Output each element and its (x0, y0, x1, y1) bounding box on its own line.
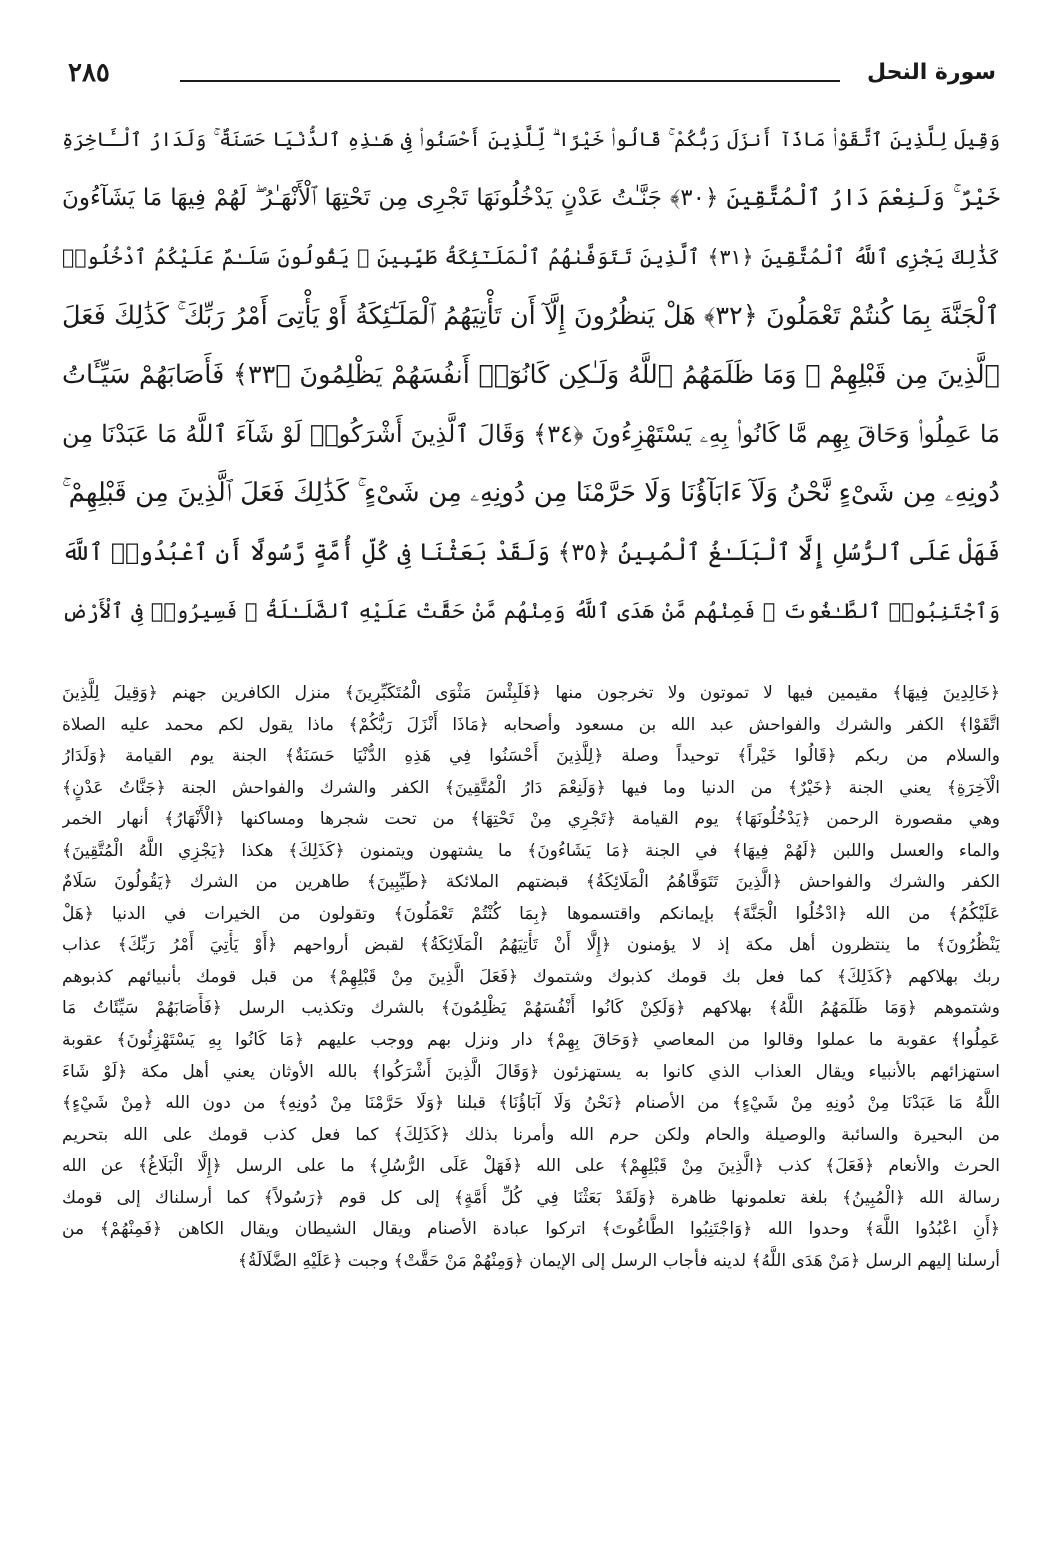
tafsir-line: يَنْظُرُونَ﴾ ما ينتظرون أهل مكة إذ لا يؤمنون ﴿إِلَّا أَنْ تَأْتِيَهُمُ الْمَلَائِكَةُ﴾ لقبض أرواحهم ﴿أَوْ يَأْتِيَ أَمْرُ رَبِّكَ﴾ عذاب (62, 935, 1000, 956)
quran-line: خَيْرٌ ۚ وَلَنِعْمَ دَارُ ٱلْمُتَّقِينَ ﴿٣٠﴾ جَنَّـٰتُ عَدْنٍ يَدْخُلُونَهَا تَجْرِى مِن تَحْتِهَا ٱلْأَنْهَـٰرُ ۖ لَهُمْ فِيهَا مَا يَشَآءُونَ (62, 185, 1000, 211)
quran-line: دُونِهِۦ مِن شَىْءٍ نَّحْنُ وَلَآ ءَابَآؤُنَا وَلَا حَرَّمْنَا مِن دُونِهِۦ مِن شَىْءٍ ۚ كَذَٰلِكَ فَعَلَ ٱلَّذِينَ مِن قَبْلِهِمْ ۚ (62, 478, 1000, 508)
tafsir-line: والسلام من ربكم ﴿قَالُوا خَيْراً﴾ توحيداً وصلة ﴿لِلَّذِينَ أَحْسَنُوا فِي هَذِهِ الدُّنْيَا حَسَنَةٌ﴾ الجنة يوم القيامة ﴿وَلَدَارُ (62, 746, 1000, 767)
quran-line: وَٱجْتَنِبُوا۟ ٱلطَّـٰغُوتَ ۖ فَمِنْهُم مَّنْ هَدَى ٱللَّهُ وَمِنْهُم مَّنْ حَقَّتْ عَلَيْهِ ٱلضَّلَـٰلَةُ ۚ فَسِيرُوا۟ فِى ٱلْأَرْضِ (62, 599, 1000, 623)
quran-line: فَهَلْ عَلَى ٱلرُّسُلِ إِلَّا ٱلْبَلَـٰغُ ٱلْمُبِينُ ﴿٣٥﴾ وَلَقَدْ بَعَثْنَا فِى كُلِّ أُمَّةٍ رَّسُولًا أَنِ ٱعْبُدُوا۟ ٱللَّهَ (62, 538, 1000, 566)
tafsir-line: عَمِلُوا﴾ عقوبة ما عملوا وقالوا من المعاصي ﴿وَحَاقَ بِهِمْ﴾ دار ونزل بهم ووجب عليهم ﴿مَا كَانُوا بِهِ يَسْتَهْزِئُونَ﴾ عقوبة (62, 1030, 1000, 1051)
tafsir-line: والماء والعسل واللبن ﴿لَهُمْ فِيهَا﴾ في الجنة ﴿مَا يَشَاءُونَ﴾ ما يشتهون ويتمنون ﴿كَذَلِكَ﴾ هكذا ﴿يَجْزِي اللَّهُ الْمُتَّقِينَ﴾ (62, 840, 1000, 861)
tafsir-line: ربك بهلاكهم ﴿كَذَلِكَ﴾ كما فعل بك قومك كذبوك وشتموك ﴿فَعَلَ الَّذِينَ مِنْ قَبْلِهِمْ﴾ من قبل قومك بأنبيائهم كذبوهم (62, 966, 1000, 987)
tafsir-line: رسالة الله ﴿الْمُبِينُ﴾ بلغة تعلمونها ظاهرة ﴿وَلَقَدْ بَعَثْنَا فِي كُلِّ أُمَّةٍ﴾ إلى كل قوم ﴿رَسُولاً﴾ كما أرسلناك إلى قومك (62, 1187, 1000, 1208)
tafsir-line: الحرث والأنعام ﴿فَعَلَ﴾ كذب ﴿الَّذِينَ مِنْ قَبْلِهِمْ﴾ على الله ﴿فَهَلْ عَلَى الرُّسُلِ﴾ ما على الرسل ﴿إِلَّا الْبَلَاغُ﴾ عن الله (62, 1156, 1000, 1177)
tafsir-line: ﴿خَالِدِينَ فِيهَا﴾ مقيمين فيها لا تموتون ولا تخرجون منها ﴿فَلَبِئْسَ مَثْوَى الْمُتَكَبِّرِينَ﴾ منزل الكافرين جهنم ﴿وَقِيلَ لِلَّذِينَ (62, 683, 1000, 703)
quran-line: ٱلْجَنَّةَ بِمَا كُنتُمْ تَعْمَلُونَ ﴿٣٢﴾ هَلْ يَنظُرُونَ إِلَّآ أَن تَأْتِيَهُمُ ٱلْمَلَـٰٓئِكَةُ أَوْ يَأْتِىَ أَمْرُ رَبِّكَ ۚ كَذَٰلِكَ فَعَلَ (62, 301, 1000, 331)
surah-name: سورة النحل (866, 60, 996, 85)
tafsir-line: ﴿أَنِ اعْبُدُوا اللَّهَ﴾ وحدوا الله ﴿وَاجْتَنِبُوا الطَّاغُوتَ﴾ اتركوا عبادة الأصنام ويقال الشيطان ويقال الكاهن ﴿فَمِنْهُمْ﴾ من (62, 1219, 1000, 1240)
tafsir-line: الكفر والشرك والفواحش ﴿الَّذِينَ تَتَوَفَّاهُمُ الْمَلَائِكَةُ﴾ قبضتهم الملائكة ﴿طَيِّبِينَ﴾ طاهرين من الشرك ﴿يَقُولُونَ سَلَامٌ (62, 872, 1000, 893)
header-rule (180, 80, 840, 82)
quran-line: كَذَٰلِكَ يَجْزِى ٱللَّهُ ٱلْمُتَّقِينَ ﴿٣١﴾ ٱلَّذِينَ تَتَوَفَّىٰهُمُ ٱلْمَلَـٰٓئِكَةُ طَيِّبِينَ ۙ يَقُولُونَ سَلَـٰمٌ عَلَيْكُمُ ٱدْخُلُوا۟ (62, 245, 1000, 269)
page-number: ٢٨٥ (68, 58, 110, 88)
quran-line: وَقِيلَ لِلَّذِينَ ٱتَّقَوْا۟ مَاذَآ أَنزَلَ رَبُّكُمْ ۚ قَالُوا۟ خَيْرًا ۗ لِّلَّذِينَ أَحْسَنُوا۟ فِى هَـٰذِهِ ٱلدُّنْيَا حَسَنَةٌ ۚ وَلَدَارُ ٱلْـَٔاخِرَةِ (62, 128, 1000, 151)
tafsir-line: عَلَيْكُمُ﴾ من الله ﴿ادْخُلُوا الْجَنَّةَ﴾ بإيمانكم واقتسموها ﴿بِمَا كُنْتُمْ تَعْمَلُونَ﴾ وتقولون من الخيرات في الدنيا ﴿هَلْ (62, 903, 1000, 924)
quran-line: ٱلَّذِينَ مِن قَبْلِهِمْ ۚ وَمَا ظَلَمَهُمُ ٱللَّهُ وَلَـٰكِن كَانُوٓا۟ أَنفُسَهُمْ يَظْلِمُونَ ﴿٣٣﴾ فَأَصَابَهُمْ سَيِّـَٔاتُ (62, 360, 1000, 390)
tafsir-line: أرسلنا إليهم الرسل ﴿مَنْ هَدَى اللَّهُ﴾ لدينه فأجاب الرسل إلى الإيمان ﴿وَمِنْهُمْ مَنْ حَقَّتْ﴾ وجبت ﴿عَلَيْهِ الضَّلَالَةُ﴾ (237, 1250, 1000, 1271)
tafsir-line: من البحيرة والسائبة والوصيلة والحام ولكن حرم الله وأمرنا بذلك ﴿كَذَلِكَ﴾ كما فعل كذب قومك على الله بتحريم (62, 1124, 1000, 1145)
tafsir-line: اللَّهُ مَا عَبَدْنَا مِنْ دُونِهِ مِنْ شَيْءٍ﴾ من الأصنام ﴿نَحْنُ وَلَا آبَاؤُنَا﴾ قبلنا ﴿وَلَا حَرَّمْنَا مِنْ دُونِهِ﴾ من دون الله ﴿مِنْ شَيْءٍ﴾ (62, 1093, 1000, 1114)
quran-line: مَا عَمِلُوا۟ وَحَاقَ بِهِم مَّا كَانُوا۟ بِهِۦ يَسْتَهْزِءُونَ ﴿٣٤﴾ وَقَالَ ٱلَّذِينَ أَشْرَكُوا۟ لَوْ شَآءَ ٱللَّهُ مَا عَبَدْنَا مِن (62, 420, 1000, 448)
tafsir-line: استهزائهم بالأنبياء ويقال العذاب الذي كانوا به يستهزئون ﴿وَقَالَ الَّذِينَ أَشْرَكُوا﴾ بالله الأوثان يعني أهل مكة ﴿لَوْ شَاءَ (62, 1061, 1000, 1082)
page-header (62, 48, 1000, 88)
tafsir-text-block (62, 678, 1000, 1530)
tafsir-line: الْآخِرَةِ﴾ يعني الجنة ﴿خَيْرٌ﴾ من الدنيا وما فيها ﴿وَلَنِعْمَ دَارُ الْمُتَّقِينَ﴾ الكفر والشرك والفواحش الجنة ﴿جَنَّاتُ عَدْنٍ﴾ (62, 777, 1000, 798)
tafsir-line: اتَّقَوْا﴾ الكفر والشرك والفواحش عبد الله بن مسعود وأصحابه ﴿مَاذَا أَنْزَلَ رَبُّكُمْ﴾ ماذا يقول لكم محمد عليه الصلاة (62, 714, 1000, 735)
quran-text-block (62, 110, 1000, 640)
tafsir-line: وهي مقصورة الرحمن ﴿يَدْخُلُونَهَا﴾ يوم القيامة ﴿تَجْرِي مِنْ تَحْتِهَا﴾ من تحت شجرها ومساكنها ﴿الْأَنْهَارُ﴾ أنهار الخمر (62, 809, 1000, 830)
tafsir-line: وشتموهم ﴿وَمَا ظَلَمَهُمُ اللَّهُ﴾ بهلاكهم ﴿وَلَكِنْ كَانُوا أَنْفُسَهُمْ يَظْلِمُونَ﴾ بالشرك وتكذيب الرسل ﴿فَأَصَابَهُمْ سَيِّئَاتُ مَا (62, 998, 1000, 1019)
